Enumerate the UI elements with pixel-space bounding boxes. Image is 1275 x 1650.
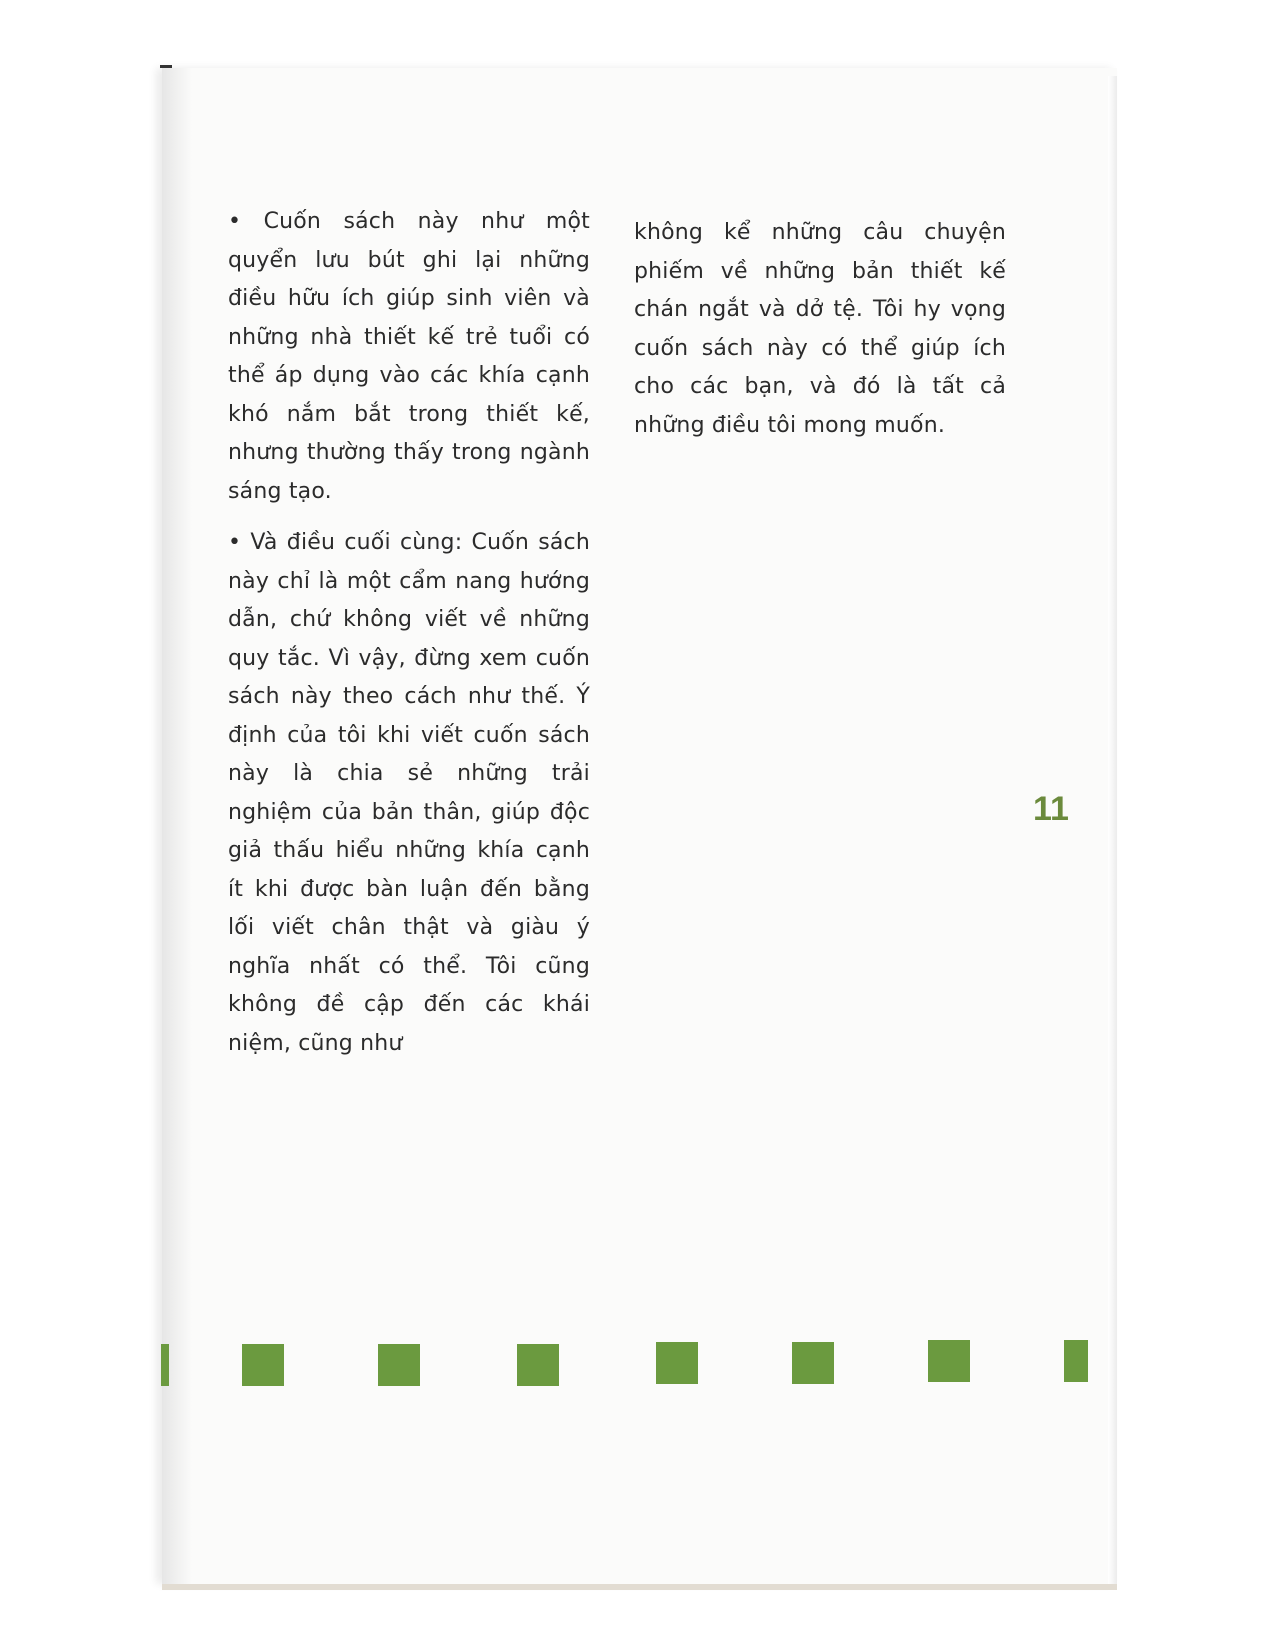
corner-mark xyxy=(160,65,172,68)
bullet-paragraph-1: • Cuốn sách này như một quyển lưu bút ghi lại những điều hữu ích giúp sinh viên và những nhà thiết kế trẻ tuổi có thể áp dụng vào các khía cạnh khó nắm bắt trong thiết kế, nhưng thường thấy trong ngành sáng tạo. xyxy=(228,209,590,504)
decorative-square xyxy=(792,1342,834,1384)
page-number: 11 xyxy=(1033,790,1069,828)
page-edge xyxy=(1108,76,1117,1584)
decorative-square xyxy=(378,1344,420,1386)
decorative-square xyxy=(656,1342,698,1384)
page-bottom-edge xyxy=(162,1584,1117,1590)
decorative-square xyxy=(517,1344,559,1386)
decorative-square xyxy=(928,1340,970,1382)
bullet-paragraph-2: • Và điều cuối cùng: Cuốn sách này chỉ là một cẩm nang hướng dẫn, chứ không viết về những quy tắc. Vì vậy, đừng xem cuốn sách này theo cách như thế. Ý định của tôi khi viết cuốn sách này là chia sẻ những trải nghiệm của bản thân, giúp độc giả thấu hiểu những khía cạnh ít khi được bàn luận đến bằng lối viết chân thật và giàu ý nghĩa nhất có thể. Tôi cũng không đề cập đến các khái niệm, cũng như xyxy=(228,530,590,1056)
decorative-square xyxy=(1064,1340,1088,1382)
decorative-square xyxy=(161,1344,169,1386)
decorative-square xyxy=(242,1344,284,1386)
right-column xyxy=(634,214,1006,458)
continuation-paragraph: không kể những câu chuyện phiếm về những bản thiết kế chán ngắt và dở tệ. Tôi hy vọng cuốn sách này có thể giúp ích cho các bạn, và đó là tất cả những điều tôi mong muốn. xyxy=(634,220,1006,438)
left-column xyxy=(228,203,590,1076)
